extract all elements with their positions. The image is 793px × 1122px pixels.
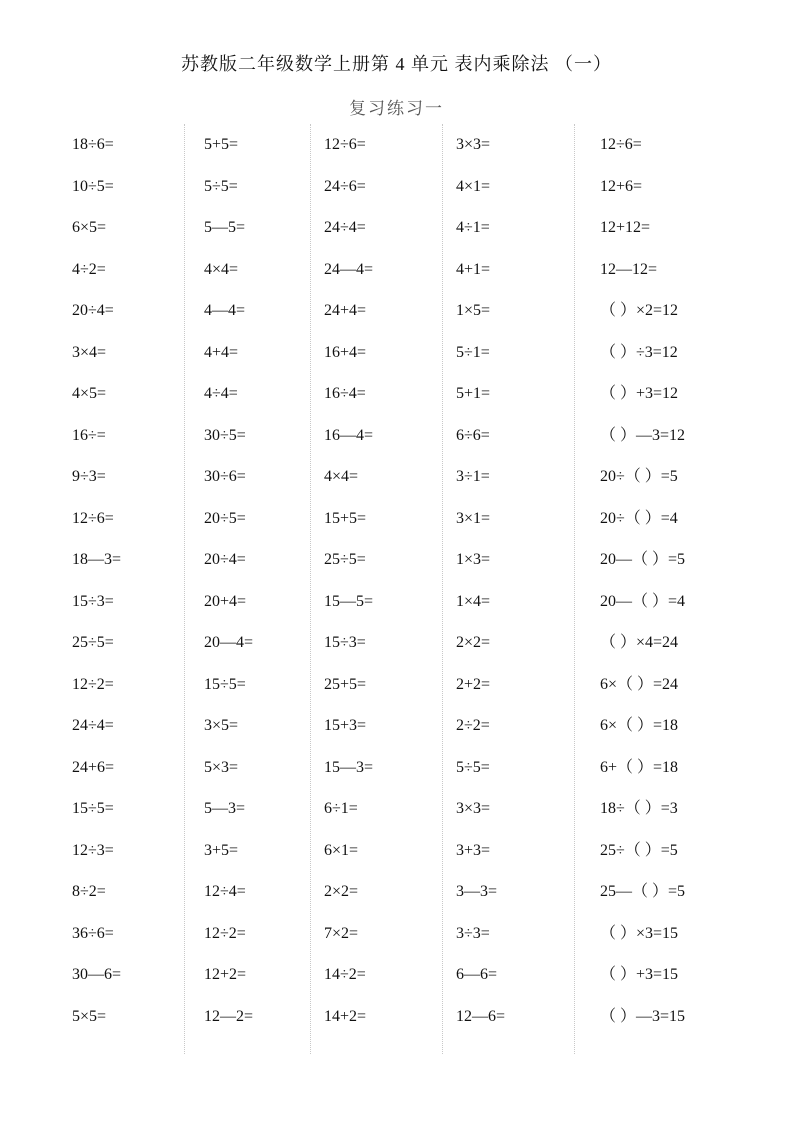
exercise-item: 7×2=	[324, 924, 359, 942]
exercise-item: 20—4=	[204, 634, 254, 651]
exercise-item: 2×2=	[324, 883, 359, 900]
exercise-item: 20—（ ）=4	[600, 592, 686, 610]
exercise-item: 6×5=	[72, 219, 107, 236]
exercise-item: 20+4=	[204, 592, 247, 610]
exercise-item: 15÷5=	[204, 675, 246, 693]
exercise-item: 3+3=	[456, 841, 491, 859]
exercise-item: 2+2=	[456, 675, 491, 693]
exercise-item: （ ）×4=24	[600, 634, 679, 651]
exercise-item: 4×4=	[204, 260, 239, 278]
exercise-item: 1×3=	[456, 551, 491, 568]
exercise-item: 25÷（ ）=5	[600, 841, 678, 859]
exercise-item: 36÷6=	[72, 924, 114, 942]
exercise-item: 20÷（ ）=4	[600, 509, 678, 527]
exercise-item: 6×（ ）=18	[600, 717, 679, 734]
exercise-item: 24—4=	[324, 260, 374, 278]
exercise-item: 4÷2=	[72, 260, 106, 278]
exercise-item: 3—3=	[456, 883, 498, 900]
exercise-item: 15÷5=	[72, 800, 114, 817]
exercise-item: 3×3=	[456, 136, 491, 153]
exercise-item: 3÷1=	[456, 468, 490, 485]
exercise-item: 3×4=	[72, 343, 107, 361]
exercise-column-2	[204, 124, 253, 1037]
exercise-item: 12÷2=	[204, 924, 246, 942]
exercise-item: 3×1=	[456, 509, 491, 527]
column-divider	[310, 124, 311, 1054]
exercise-item: （ ）+3=12	[600, 385, 679, 402]
exercise-item: 24÷4=	[324, 219, 366, 236]
exercise-item: 3÷3=	[456, 924, 490, 942]
exercise-item: 30÷5=	[204, 426, 246, 444]
exercise-item: 16+4=	[324, 343, 367, 361]
exercise-item: （ ）—3=12	[600, 426, 686, 444]
exercise-item: 15+5=	[324, 509, 367, 527]
exercise-item: 6×（ ）=24	[600, 675, 679, 693]
exercise-item: 25÷5=	[72, 634, 114, 651]
exercise-column-4	[456, 124, 505, 1037]
exercise-item: 6×1=	[324, 841, 359, 859]
exercise-item: 24÷4=	[72, 717, 114, 734]
exercise-item: 15—5=	[324, 592, 374, 610]
exercise-item: 12÷4=	[204, 883, 246, 900]
exercise-item: 25÷5=	[324, 551, 366, 568]
exercise-item: （ ）+3=15	[600, 966, 679, 983]
exercise-item: 14÷2=	[324, 966, 366, 983]
exercise-item: 12—12=	[600, 260, 658, 278]
exercise-item: 25—（ ）=5	[600, 883, 686, 900]
exercise-item: 16÷4=	[324, 385, 366, 402]
exercise-item: 5—5=	[204, 219, 246, 236]
exercise-item: 4+4=	[204, 343, 239, 361]
exercise-item: （ ）—3=15	[600, 1007, 686, 1025]
exercise-item: 30—6=	[72, 966, 122, 983]
exercise-item: （ ）÷3=12	[600, 343, 678, 361]
exercise-item: 16—4=	[324, 426, 374, 444]
exercise-item: 12—2=	[204, 1007, 254, 1025]
exercise-item: 5×3=	[204, 758, 239, 776]
exercise-item: 12÷2=	[72, 675, 114, 693]
exercise-item: 24+6=	[72, 758, 115, 776]
exercise-grid	[0, 124, 793, 1054]
exercise-item: 14+2=	[324, 1007, 367, 1025]
exercise-column-1	[72, 124, 121, 1037]
exercise-item: 12—6=	[456, 1007, 506, 1025]
exercise-item: 20÷4=	[72, 302, 114, 319]
exercise-item: 20÷4=	[204, 551, 246, 568]
exercise-item: 16÷=	[72, 426, 106, 444]
exercise-item: 18÷（ ）=3	[600, 800, 678, 817]
exercise-column-5	[600, 124, 685, 1037]
exercise-item: 4÷1=	[456, 219, 490, 236]
exercise-item: 1×4=	[456, 592, 491, 610]
exercise-item: 6÷1=	[324, 800, 358, 817]
exercise-item: 5÷5=	[204, 177, 238, 195]
exercise-item: 4—4=	[204, 302, 246, 319]
exercise-item: 6+（ ）=18	[600, 758, 679, 776]
exercise-item: 12÷3=	[72, 841, 114, 859]
exercise-item: 20÷5=	[204, 509, 246, 527]
exercise-item: 4+1=	[456, 260, 491, 278]
exercise-item: 3×3=	[456, 800, 491, 817]
exercise-item: 6—6=	[456, 966, 498, 983]
exercise-item: 4×4=	[324, 468, 359, 485]
exercise-item: 12÷6=	[324, 136, 366, 153]
exercise-item: 15—3=	[324, 758, 374, 776]
exercise-item: 8÷2=	[72, 883, 106, 900]
worksheet-title: 苏教版二年级数学上册第 4 单元 表内乘除法 （一）	[181, 54, 612, 74]
exercise-item: 4÷4=	[204, 385, 238, 402]
exercise-item: 2×2=	[456, 634, 491, 651]
exercise-item: 18÷6=	[72, 136, 114, 153]
exercise-item: 6÷6=	[456, 426, 490, 444]
exercise-item: 5+5=	[204, 136, 239, 153]
exercise-item: 25+5=	[324, 675, 367, 693]
exercise-column-3	[324, 124, 373, 1037]
exercise-item: 24÷6=	[324, 177, 366, 195]
exercise-item: 9÷3=	[72, 468, 106, 485]
exercise-item: 10÷5=	[72, 177, 114, 195]
exercise-item: 5×5=	[72, 1007, 107, 1025]
exercise-item: 12÷6=	[600, 136, 642, 153]
exercise-item: 12÷6=	[72, 509, 114, 527]
exercise-item: 4×1=	[456, 177, 491, 195]
column-divider	[184, 124, 185, 1054]
column-divider	[574, 124, 575, 1054]
column-divider	[442, 124, 443, 1054]
exercise-item: 20—（ ）=5	[600, 551, 686, 568]
exercise-item: 24+4=	[324, 302, 367, 319]
exercise-item: 5—3=	[204, 800, 246, 817]
exercise-item: 1×5=	[456, 302, 491, 319]
exercise-item: 5÷5=	[456, 758, 490, 776]
exercise-item: 15÷3=	[324, 634, 366, 651]
exercise-item: 12+6=	[600, 177, 643, 195]
exercise-item: 15÷3=	[72, 592, 114, 610]
exercise-item: 12+12=	[600, 219, 651, 236]
exercise-item: 15+3=	[324, 717, 367, 734]
exercise-item: 18—3=	[72, 551, 122, 568]
exercise-item: 5+1=	[456, 385, 491, 402]
exercise-item: （ ）×2=12	[600, 302, 679, 319]
exercise-item: 4×5=	[72, 385, 107, 402]
exercise-item: 3+5=	[204, 841, 239, 859]
exercise-item: 5÷1=	[456, 343, 490, 361]
exercise-item: （ ）×3=15	[600, 924, 679, 942]
worksheet-subtitle: 复习练习一	[349, 99, 444, 118]
exercise-item: 12+2=	[204, 966, 247, 983]
exercise-item: 20÷（ ）=5	[600, 468, 678, 485]
exercise-item: 30÷6=	[204, 468, 246, 485]
exercise-item: 3×5=	[204, 717, 239, 734]
exercise-item: 2÷2=	[456, 717, 490, 734]
